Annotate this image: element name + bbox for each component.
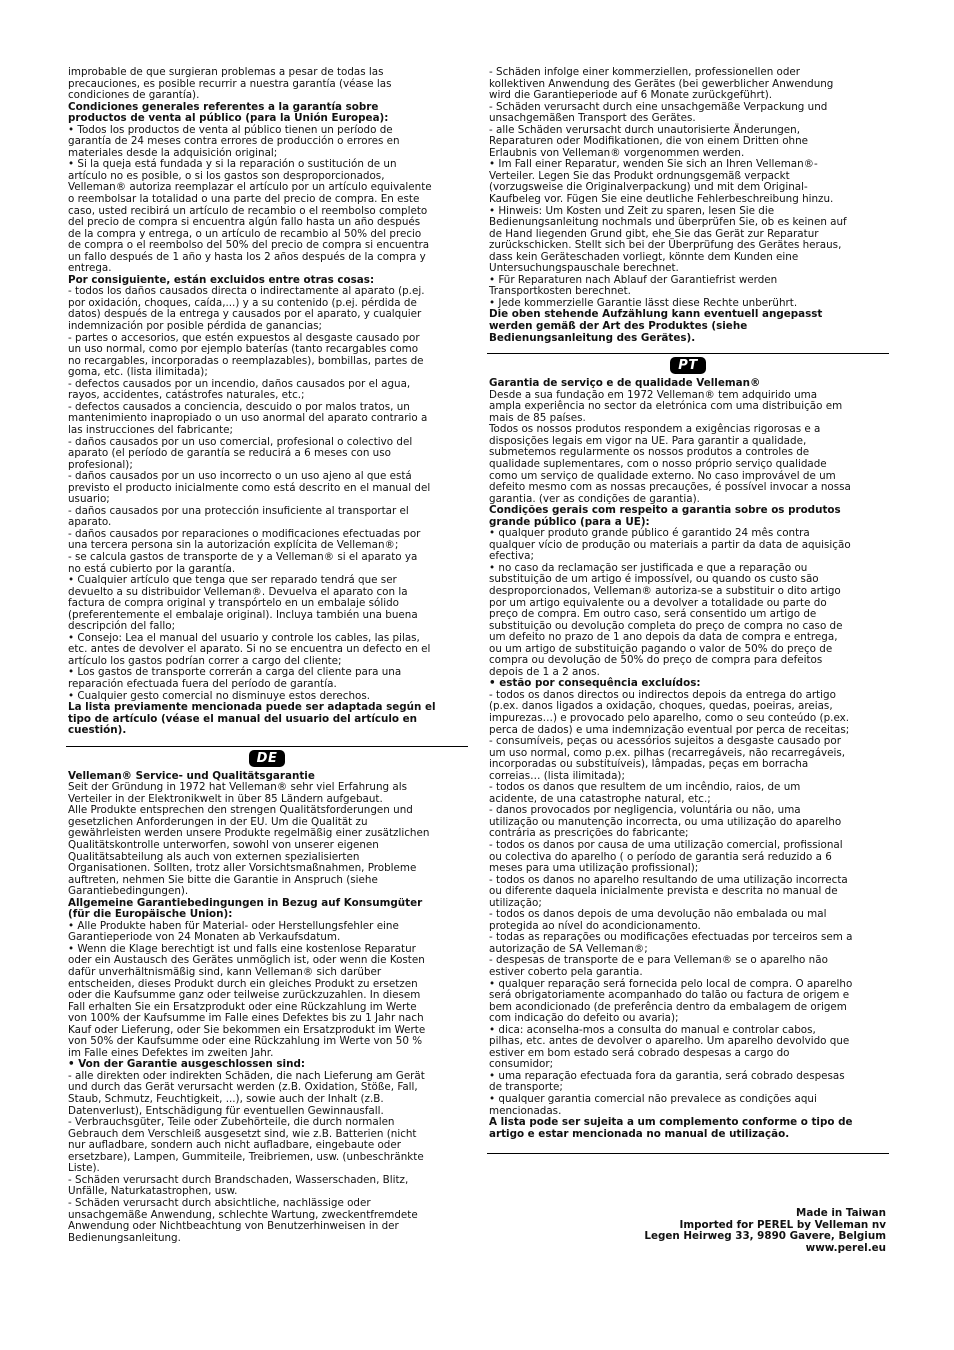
de-language-badge: DE	[249, 750, 285, 767]
es-conditions-heading: Condiciones generales referentes a la garantía sobre productos de venta al público (para la Unión Europea):	[68, 100, 389, 125]
pt-conditions-heading: Condições gerais com respeito a garantia sobre os produtos grande público (para a UE):	[489, 504, 841, 528]
pt-intro-text: Desde a sua fundação em 1972 Velleman® tem adquirido uma ampla experiência no sector da eletrónica com uma distribuição em mais de 85 países. Todos os nossos produtos respondem a exigências rigorosas e a disposições legais em vigor na UE. Para garantir a qualidade, submetemos regularmente os nossos produtos a controles de qualidade suplementares, com o nosso próprio serviço qualidade como um serviço de qualidade externo. No caso improvável de um defeito mesmo com as nossas precauções, é possível invocar a nossa garantia. (ver as condições de garantia).	[489, 388, 851, 505]
pt-heading: Garantia de serviço e de qualidade Velleman®	[489, 377, 761, 390]
de-intro-text: Seit der Gründung in 1972 hat Velleman® sehr viel Erfahrung als Verteiler in der Elektronikwelt in über 85 Ländern aufgebaut. Alle Produkte entsprechen den strengen Qualitätsforderungen und gesetzlichen Anforderungen in der EU. Um die Qualität zu gewährleisten werden unsere Produkte regelmäßig einer zusätzlichen Qualitätskontrolle unterworfen, sowohl von unserer eigenen Qualitätsabteilung als auch von externen spezialisierten Organisationen. Sollten, trotz aller Vorsichtsmaßnahmen, Probleme auftreten, nehmen Sie bitte die Garantie in Anspruch (siehe Garantiebedingungen).	[68, 781, 430, 898]
pt-closing-note: A lista pode ser sujeita a um complemento conforme o tipo de artigo e estar mencionada no manual de utilização.	[489, 1116, 853, 1140]
pt-conditions-text: • qualquer produto grande público é garantido 24 mês contra qualquer vício de produção ou materiais a partir da data de aquisição efectiva; • no caso da reclamação ser justificada e que a reparação ou substituição de um artigo é impossível, ou quando os custo são desproporcionados, Velleman® autoriza-se a substituir o dito artigo por um artigo equivalente ou a devolver a totalidade ou parte do preço de compra. Em outro caso, será consentido um artigo de substituição ou devolução completa do preço de compra no caso de um defeito no prazo de 1 ano depois da data de compra e entrega, ou um artigo de substituição pagando o valor de 50% do preço de compra ou devolução de 50% do preço de compra para defeitos depois de 1 a 2 anos.	[489, 527, 851, 678]
es-excluded-heading: Por consiguiente, están excluidos entre otras cosas:	[68, 273, 375, 286]
pt-excluded-heading: • estão por consequência excluídos:	[489, 677, 701, 690]
imprint-footer	[644, 1208, 886, 1254]
de-conditions-heading: Allgemeine Garantiebedingungen in Bezug auf Konsumgüter (für die Europäische Union):	[68, 896, 423, 921]
right-column	[489, 67, 887, 1154]
section-divider	[487, 353, 889, 354]
de-heading: Velleman® Service- und Qualitätsgarantie	[68, 769, 315, 782]
es-closing-note: La lista previamente mencionada puede ser adaptada según el tipo de artículo (véase el manual del usuario del artículo en cuestión).	[68, 701, 436, 737]
de-excluded-list: - alle direkten oder indirekten Schäden, die nach Lieferung am Gerät und durch das Gerät verursacht werden (z.B. Oxidation, Stöße, Fall, Staub, Schmutz, Feuchtigkeit, ...), sowie auch der Inhalt (z.B. Datenverlust), Entschädigung für eventuellen Gewinnausfall. - Verbrauchsgüter, Teile oder Zubehörteile, die durch normalen Gebrauch dem Verschleiß ausgesetzt sind, wie z.B. Batterien (nicht nur aufladbare, sondern auch nicht aufladbare, eingebaute oder ersetzbare), Lampen, Gummiteile, Treibriemen, usw. (unbeschränkte Liste). - Schäden verursacht durch Brandschaden, Wasserschaden, Blitz, Unfälle, Naturkatastrophen, usw. - Schäden verursacht durch absichtliche, nachlässige oder unsachgemäße Anwendung, schlechte Wartung, zweckentfremdete Anwendung oder Nichtbeachtung von Benutzerhinweisen in der Bedienungsanleitung.	[68, 1069, 425, 1244]
es-excluded-list: - todos los daños causados directa o indirectamente al aparato (p.ej. por oxidación, choques, caída,...) y a su contenido (p.ej. pérdida de datos) después de la entrega y causados por el aparato, y cualquier indemnización por posible pérdida de ganancias; - partes o accesorios, que estén expuestos al desgaste causado por un uso normal, como por ejemplo baterías (tanto recargables como no recargables, incorporadas o reemplazables), bombillas, partes de goma, etc. (lista ilimitada); - defectos causados por un incendio, daños causados por el agua, rayos, accidentes, catástrofes naturales, etc.; - defectos causados a conciencia, descuido o por malos tratos, un mantenimiento inapropiado o un uso anormal del aparato contrario a las instrucciones del fabricante; - daños causados por un uso comercial, profesional o colectivo del aparato (el período de garantía se reducirá a 6 meses con uso profesional); - daños causados por un uso incorrecto o un uso ajeno al que está previsto el producto inicialmente como está descrito en el manual del usuario; - daños causados por una protección insuficiente al transportar el aparato. - daños causados por reparaciones o modificaciones efectuadas por una tercera persona sin la autorización explícita de Velleman®; - se calcula gastos de transporte de y a Velleman® si el aparato ya no está cubierto por la garantía. • Cualquier artículo que tenga que ser reparado tendrá que ser devuelto a su distribuidor Velleman®. Devuelva el aparato con la factura de compra original y transpórtelo en un embalaje sólido (preferentemente el embalaje original). Incluya también una buena descripción del fallo; • Consejo: Lea el manual del usuario y controle los cables, las pilas, etc. antes de devolver el aparato. Si no se encuentra un defecto en el artículo los gastos podrían correr a cargo del cliente; • Los gastos de transporte correrán a carga del cliente para una reparación efectuada fuera del período de garantía. • Cualquier gesto comercial no disminuye estos derechos.	[68, 285, 431, 702]
website-label: www.perel.eu	[805, 1241, 886, 1254]
made-in-label: Made in Taiwan	[796, 1207, 886, 1219]
left-column	[68, 67, 466, 1244]
de-excluded-list-continued: - Schäden infolge einer kommerziellen, professionellen oder kollektiven Anwendung des Gerätes (bei gewerblicher Anwendung wird die Garantieperiode auf 6 Monate zurückgeführt). - Schäden verursacht durch eine unsachgemäße Verpackung und unsachgemäßen Transport des Gerätes. - alle Schäden verursacht durch unautorisierte Änderungen, Reparaturen oder Modifikationen, die von einem Dritten ohne Erlaubnis von Velleman® vorgenommen werden. • Im Fall einer Reparatur, wenden Sie sich an Ihren Velleman®- Verteiler. Legen Sie das Produkt ordnungsgemäß verpackt (vorzugsweise die Originalverpackung) und mit dem Original- Kaufbeleg vor. Fügen Sie eine deutliche Fehlerbeschreibung hinzu. • Hinweis: Um Kosten und Zeit zu sparen, lesen Sie die Bedienungsanleitung nochmals und überprüfen Sie, ob es keinen auf de Hand liegenden Grund gibt, ehe Sie das Gerät zur Reparatur zurückschicken. Stellt sich bei der Überprüfung des Gerätes heraus, dass kein Geräteschaden vorliegt, könnte dem Kunden eine Untersuchungspauschale berechnet. • Für Reparaturen nach Ablauf der Garantiefrist werden Transportkosten berechnet. • Jede kommerzielle Garantie lässt diese Rechte unberührt.	[489, 66, 847, 309]
importer-address: Legen Heirweg 33, 9890 Gavere, Belgium	[644, 1230, 886, 1243]
de-excluded-heading: • Von der Garantie ausgeschlossen sind:	[68, 1058, 305, 1071]
es-conditions-text: • Todos los productos de venta al público tienen un período de garantía de 24 meses contra errores de producción o errores en materiales desde la adquisición original; • Si la queja está fundada y si la reparación o sustitución de un artículo no es posible, o si los gastos son desproporcionados, Velleman® autoriza reemplazar el artículo por un artículo equivalente o reembolsar la totalidad o una parte del precio de compra. En este caso, usted recibirá un artículo de recambio o el reembolso completo del precio de compra si encuentra algún fallo hasta un año después de la compra y entrega, o un artículo de recambio al 50% del precio de compra o el reembolso del 50% del precio de compra si encuentra un fallo después de 1 año y hasta los 2 años después de la compra y entrega.	[68, 123, 432, 275]
pt-excluded-list: - todos os danos directos ou indirectos depois da entrega do artigo (p.ex. danos ligados a oxidação, choques, quedas, poeiras, areias, impurezas…) e provocado pelo aparelho, como o seu conteúdo (p.ex. perca de dados) e uma indemnização eventual por perca de receitas; - consumíveis, peças ou acessórios sujeitos a desgaste causado por um uso normal, como p.ex. pilhas (recarregáveis, não recarregáveis, incorporadas ou substituíveis), lâmpadas, peças em borracha correias… (lista ilimitada); - todos os danos que resultem de um incêndio, raios, de um acidente, de una catastrophe natural, etc.; - danos provocados por negligencia, voluntária ou não, uma utilização ou manutenção incorrecta, ou uma utilização do aparelho contrária as prescrições do fabricante; - todos os danos por causa de uma utilização comercial, profissional ou colectiva do aparelho ( o período de garantia será reduzido a 6 meses para uma utilização profissional); - todos os danos no aparelho resultando de uma utilização incorrecta ou diferente daquela inicialmente prevista e descrita no manual de utilização; - todos os danos depois de uma devolução não embalada ou mal protegida ao nível do acondicionamento. - todas as reparações ou modificações efectuadas por terceiros sem a autorização de SA Velleman®; - despesas de transporte de e para Velleman® se o aparelho não estiver coberto pela garantia. • qualquer reparação será fornecida pelo local de compra. O aparelho será obrigatoriamente acompanhado do talão ou factura de origem e bem acondicionado (de preferência dentro da embalagem de origem com indicação do defeito ou avaria); • dica: aconselha-mos a consulta do manual e controlar cabos, pilhas, etc. antes de devolver o aparelho. Um aparelho devolvido que estiver em bom estado será cobrado despesas a cargo do consumidor; • uma reparação efectuada fora da garantia, será cobrado despesas de transporte; • qualquer garantia comercial não prevalece as condições aqui mencionadas.	[489, 688, 853, 1117]
de-closing-note: Die oben stehende Aufzählung kann eventuell angepasst werden gemäß der Art des Produktes (siehe Bedienungsanleitung des Gerätes).	[489, 308, 823, 344]
section-divider	[487, 1153, 889, 1154]
section-divider	[66, 746, 468, 747]
es-intro-text: improbable de que surgieran problemas a pesar de todas las precauciones, es posible recurrir a nuestra garantía (véase las condiciones de garantía).	[68, 66, 392, 102]
de-conditions-text: • Alle Produkte haben für Material- oder Herstellungsfehler eine Garantieperiode von 24 Monaten ab Verkaufsdatum. • Wenn die Klage berechtigt ist und falls eine kostenlose Reparatur oder ein Austausch des Gerätes unmöglich ist, oder wenn die Kosten dafür unverhältnismäßig sind, kann Velleman® sich darüber entscheiden, dieses Produkt durch ein gleiches Produkt zu ersetzen oder die Kaufsumme ganz oder teilweise zurückzuzahlen. In diesem Fall erhalten Sie ein Ersatzprodukt oder eine Rückzahlung im Werte von 100% der Kaufsumme im Falle eines Defektes bis zu 1 Jahr nach Kauf oder Lieferung, oder Sie bekommen ein Ersatzprodukt im Werte von 50% der Kaufsumme oder eine Rückzahlung im Werte von 50 % im Falle eines Defektes im zweiten Jahr.	[68, 919, 426, 1059]
pt-language-badge: PT	[670, 357, 706, 374]
importer-label: Imported for PEREL by Velleman nv	[679, 1218, 886, 1231]
